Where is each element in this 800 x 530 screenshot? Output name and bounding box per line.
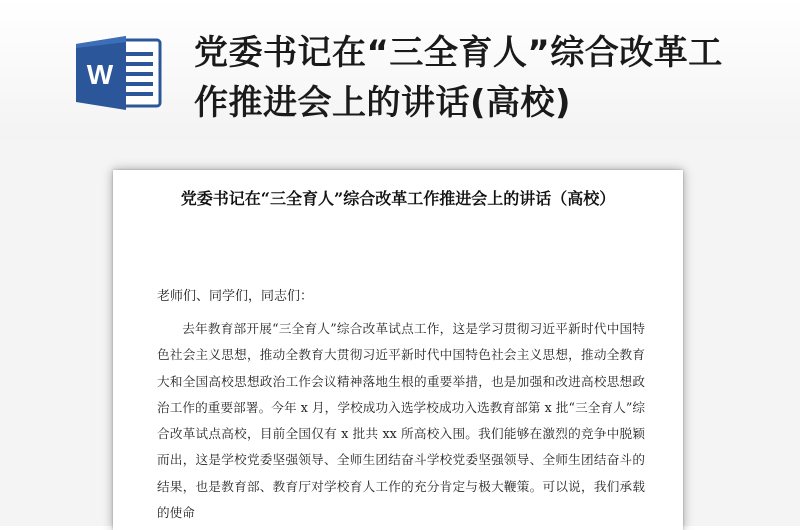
page-title: 党委书记在“三全育人”综合改革工作推进会上的讲话(高校) (194, 33, 723, 123)
word-document-icon (76, 34, 164, 112)
body-paragraph: 去年教育部开展“三全育人”综合改革试点工作，这是学习贯彻习近平新时代中国特色社会主义思想，推动全教育大贯彻习近平新时代中国特色社会主义思想，推动全教育大和全国高校思想政治工作会议精神落地生根的重要举措，也是加强和改进高校思想政治工作的重要部署。今年 x 月，学校成功入选学校成功入选教育部第 x 批“三全育人”综合改革试点高校，目前全国仅有 x 批共 xx 所高校入围。我们能够在激烈的竞争中脱颖而出，这是学校党委坚强领导、全师生团结奋斗学校党委坚强领导、全师生团结奋斗的结果，也是教育部、教育厅对学校育人工作的充分肯定与极大鞭策。可以说，我们承载的使命 (157, 321, 645, 521)
word-icon-letter: W (86, 59, 114, 90)
document-page (113, 170, 683, 530)
salutation: 老师们、同学们，同志们： (157, 289, 314, 304)
header-banner (0, 0, 800, 140)
document-title: 党委书记在“三全育人”综合改革工作推进会上的讲话（高校） (180, 189, 616, 208)
